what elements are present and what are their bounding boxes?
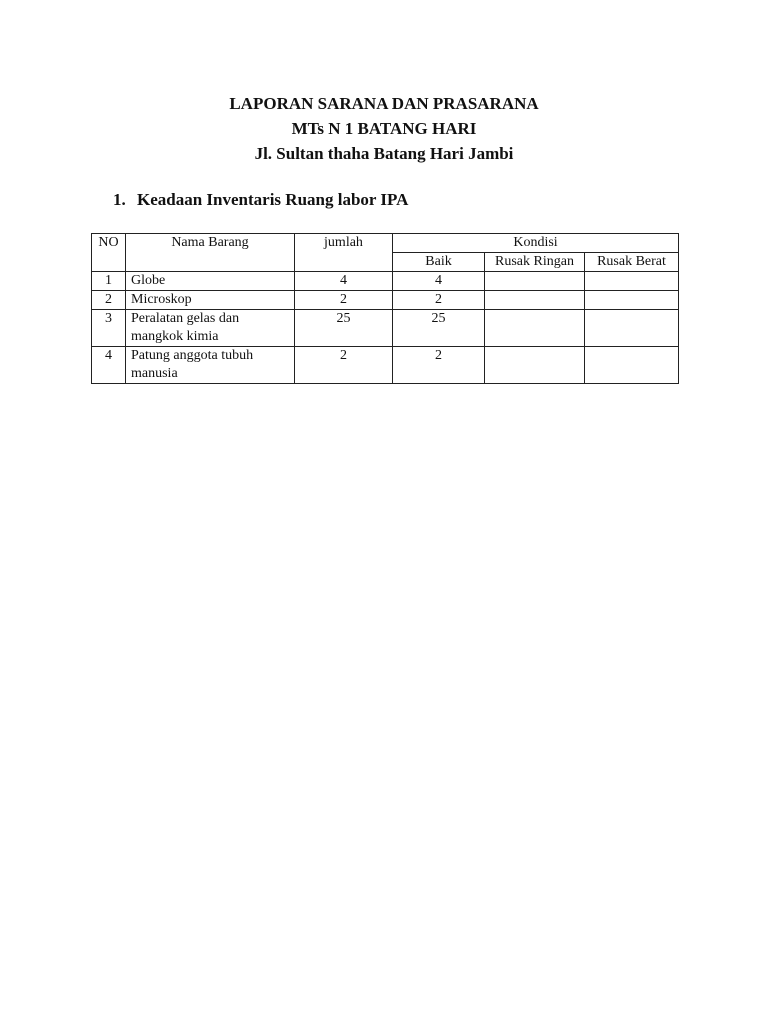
cell-rusak-ringan (485, 272, 585, 291)
inventory-table (91, 233, 679, 384)
cell-rusak-berat (585, 272, 679, 291)
table-row (92, 291, 679, 310)
cell-nama-barang (126, 272, 295, 291)
section-number: 1. (113, 190, 126, 209)
cell-no: 4 (92, 347, 126, 384)
cell-baik: 4 (393, 272, 485, 291)
cell-nama-line2: manusia (131, 366, 178, 381)
cell-jumlah: 2 (295, 347, 393, 384)
header-nama-barang: Nama Barang (126, 234, 295, 272)
table-header-row (92, 234, 679, 253)
cell-rusak-berat (585, 310, 679, 347)
school-address: Jl. Sultan thaha Batang Hari Jambi (254, 144, 514, 163)
cell-nama-barang (126, 347, 295, 384)
header-no: NO (92, 234, 126, 272)
cell-nama-line1: Globe (131, 273, 166, 288)
cell-nama-line1: Peralatan gelas dan (131, 311, 240, 326)
cell-baik: 2 (393, 347, 485, 384)
cell-no: 3 (92, 310, 126, 347)
cell-no: 2 (92, 291, 126, 310)
table-row (92, 347, 679, 384)
cell-rusak-ringan (485, 310, 585, 347)
cell-jumlah: 25 (295, 310, 393, 347)
cell-nama-line1: Patung anggota tubuh (131, 348, 254, 363)
cell-baik: 25 (393, 310, 485, 347)
cell-nama-barang (126, 310, 295, 347)
report-title: LAPORAN SARANA DAN PRASARANA (229, 94, 539, 113)
header-rusak-ringan: Rusak Ringan (485, 253, 585, 272)
cell-rusak-ringan (485, 347, 585, 384)
school-name: MTs N 1 BATANG HARI (291, 119, 477, 138)
cell-rusak-berat (585, 291, 679, 310)
header-jumlah: jumlah (295, 234, 393, 272)
header-kondisi: Kondisi (393, 234, 679, 253)
cell-no: 1 (92, 272, 126, 291)
header-rusak-berat: Rusak Berat (585, 253, 679, 272)
table-row (92, 272, 679, 291)
section-title: Keadaan Inventaris Ruang labor IPA (137, 190, 409, 209)
table-row (92, 310, 679, 347)
cell-jumlah: 2 (295, 291, 393, 310)
cell-rusak-berat (585, 347, 679, 384)
header-baik: Baik (393, 253, 485, 272)
cell-nama-line2: mangkok kimia (131, 329, 219, 344)
cell-nama-barang (126, 291, 295, 310)
cell-baik: 2 (393, 291, 485, 310)
cell-jumlah: 4 (295, 272, 393, 291)
cell-nama-line1: Microskop (131, 292, 192, 307)
cell-rusak-ringan (485, 291, 585, 310)
section-heading (113, 189, 408, 211)
